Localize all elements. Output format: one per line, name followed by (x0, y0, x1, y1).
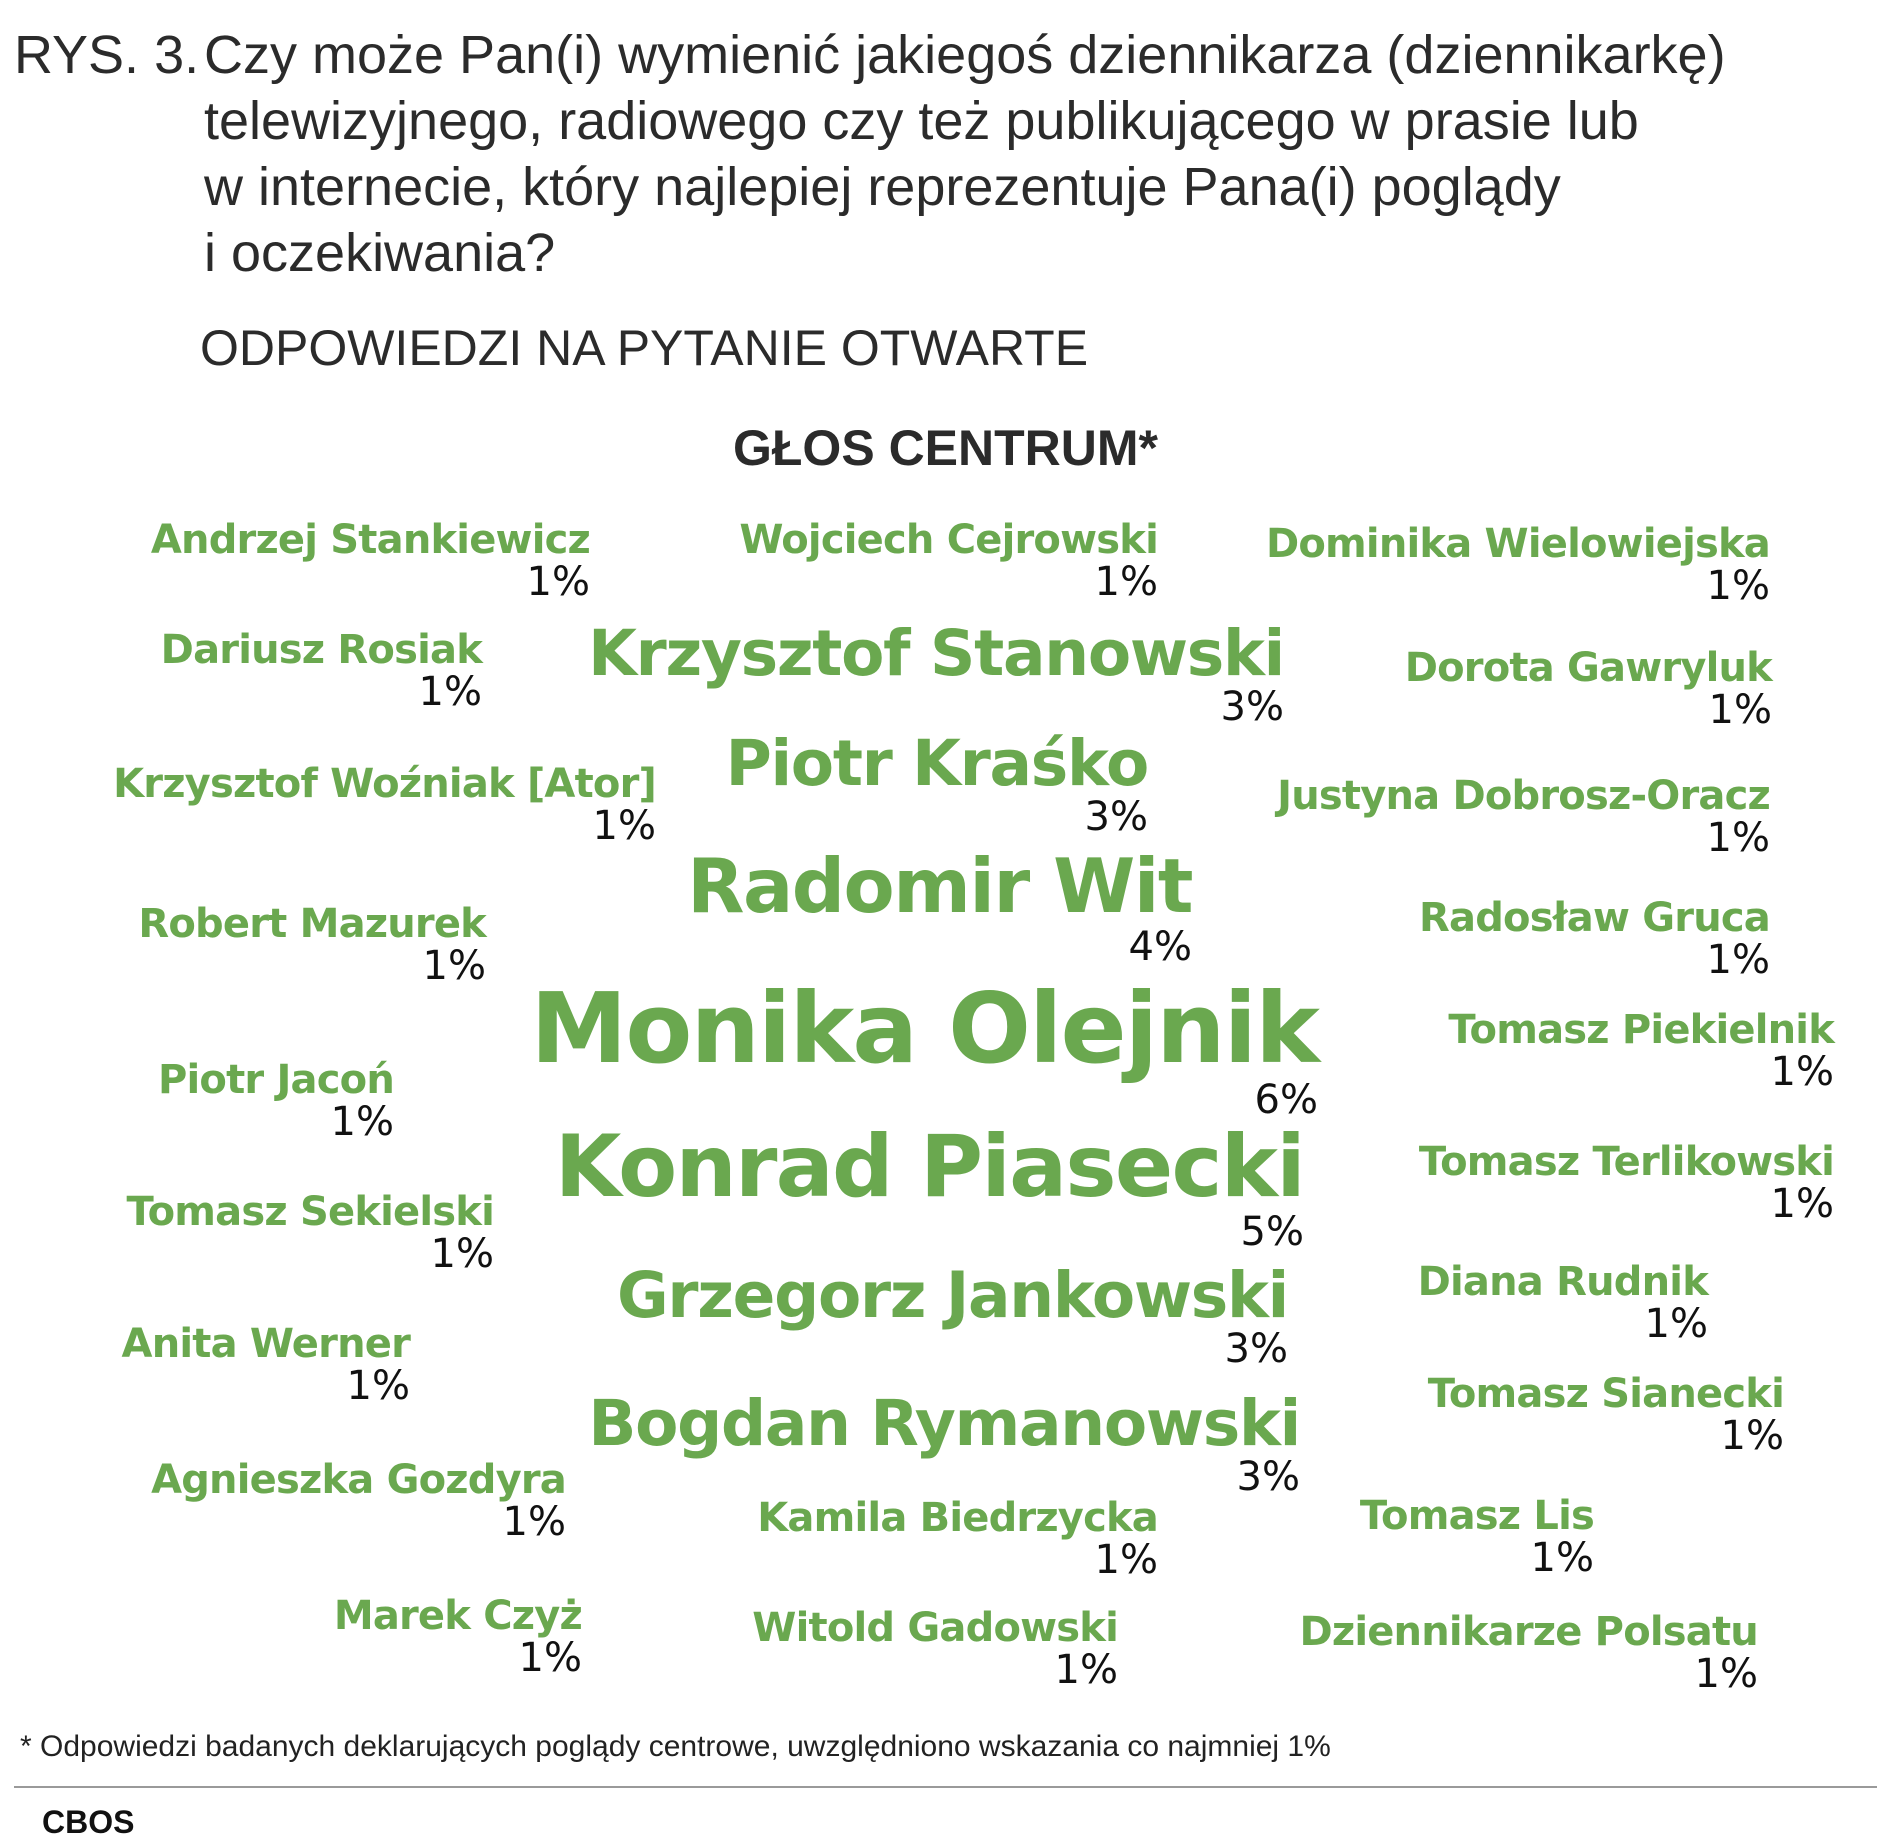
mention-percent: 1% (1644, 1301, 1708, 1347)
mention-percent: 4% (1128, 923, 1192, 970)
mention-percent: 1% (1708, 687, 1772, 733)
journalist-name: Anita Werner (121, 1321, 410, 1367)
footer-divider (14, 1786, 1877, 1788)
journalist-name: Dziennikarze Polsatu (1299, 1609, 1758, 1655)
journalist-name: Tomasz Terlikowski (1418, 1139, 1834, 1185)
figure-subtitle: ODPOWIEDZI NA PYTANIE OTWARTE (200, 320, 1089, 376)
journalist-name: Andrzej Stankiewicz (150, 517, 590, 563)
word-cloud-item (739, 517, 1158, 605)
mention-percent: 1% (1094, 1537, 1158, 1583)
mention-percent: 1% (1054, 1647, 1118, 1693)
journalist-name: Robert Mazurek (138, 901, 486, 947)
journalist-name: Dominika Wielowiejska (1265, 521, 1770, 567)
journalist-name: Tomasz Sekielski (126, 1189, 494, 1235)
mention-percent: 3% (1224, 1326, 1288, 1372)
mention-percent: 1% (1694, 1651, 1758, 1697)
word-cloud-item (1417, 1259, 1708, 1347)
journalist-name: Witold Gadowski (752, 1605, 1118, 1651)
mention-percent: 1% (1770, 1181, 1834, 1227)
figure-title-line: Czy może Pan(i) wymienić jakiegoś dziennikarza (dziennikarkę) (204, 25, 1726, 85)
journalist-name: Tomasz Lis (1359, 1493, 1594, 1539)
journalist-name: Dorota Gawryluk (1404, 645, 1772, 691)
figure-title-line: telewizyjnego, radiowego czy też publikującego w prasie lub (204, 91, 1639, 151)
mention-percent: 1% (1094, 559, 1158, 605)
mention-percent: 1% (430, 1231, 494, 1277)
word-cloud-item (616, 1259, 1288, 1372)
footnote: * Odpowiedzi badanych deklarujących poglądy centrowe, uwzględniono wskazania co najmniej 1% (20, 1730, 1331, 1763)
journalist-name: Justyna Dobrosz-Oracz (1277, 773, 1770, 819)
mention-percent: 1% (1720, 1413, 1784, 1459)
mention-percent: 1% (502, 1499, 566, 1545)
figure-title-line: w internecie, który najlepiej reprezentuje Pana(i) poglądy (204, 157, 1561, 217)
journalist-name: Piotr Jacoń (157, 1057, 394, 1103)
mention-percent: 1% (330, 1099, 394, 1145)
word-cloud-item (554, 1117, 1304, 1255)
journalist-name: Piotr Kraśko (725, 727, 1148, 800)
word-cloud-item (725, 727, 1148, 840)
mention-percent: 3% (1220, 684, 1284, 730)
journalist-name: Dariusz Rosiak (160, 627, 482, 673)
word-cloud-item (333, 1593, 582, 1681)
journalist-name: Marek Czyż (333, 1593, 582, 1639)
word-cloud-item (1277, 773, 1770, 861)
mention-percent: 6% (1254, 1076, 1318, 1123)
word-cloud-item (1448, 1007, 1834, 1095)
word-cloud-item (687, 843, 1192, 970)
mention-percent: 1% (518, 1635, 582, 1681)
word-cloud-item (1299, 1609, 1758, 1697)
word-cloud-item (1427, 1371, 1784, 1459)
mention-percent: 1% (346, 1363, 410, 1409)
word-cloud-item (113, 761, 656, 849)
mention-percent: 1% (422, 943, 486, 989)
mention-percent: 1% (526, 559, 590, 605)
word-cloud-item (588, 1387, 1300, 1500)
journalist-name: Grzegorz Jankowski (616, 1259, 1288, 1332)
mention-percent: 1% (1706, 937, 1770, 983)
word-cloud-item (157, 1057, 394, 1145)
word-cloud-item (530, 971, 1318, 1123)
figure-title-line: i oczekiwania? (204, 223, 556, 283)
word-cloud-item (1418, 1139, 1834, 1227)
source-label: CBOS (42, 1804, 135, 1840)
word-cloud-item (1419, 895, 1770, 983)
word-cloud-item (752, 1605, 1118, 1693)
word-cloud-title: GŁOS CENTRUM* (733, 420, 1158, 476)
word-cloud-item (757, 1495, 1158, 1583)
mention-percent: 1% (1706, 563, 1770, 609)
word-cloud-item (1404, 645, 1772, 733)
journalist-name: Kamila Biedrzycka (757, 1495, 1158, 1541)
journalist-name: Radomir Wit (687, 843, 1192, 930)
word-cloud-item (121, 1321, 410, 1409)
word-cloud-item (1265, 521, 1770, 609)
mention-percent: 1% (1706, 815, 1770, 861)
journalist-name: Monika Olejnik (530, 971, 1318, 1085)
journalist-name: Agnieszka Gozdyra (151, 1457, 566, 1503)
journalist-name: Krzysztof Woźniak [Ator] (113, 761, 656, 807)
journalist-name: Tomasz Sianecki (1427, 1371, 1784, 1417)
mention-percent: 3% (1236, 1454, 1300, 1500)
journalist-name: Wojciech Cejrowski (739, 517, 1158, 563)
word-cloud-item (151, 1457, 566, 1545)
mention-percent: 1% (1770, 1049, 1834, 1095)
figure-label: RYS. 3. (14, 25, 200, 85)
mention-percent: 1% (592, 803, 656, 849)
mention-percent: 1% (418, 669, 482, 715)
figure-title (204, 22, 1804, 286)
word-cloud-item (138, 901, 486, 989)
word-cloud-item (588, 617, 1284, 730)
word-cloud-item (160, 627, 482, 715)
journalist-name: Radosław Gruca (1419, 895, 1770, 941)
journalist-name: Diana Rudnik (1417, 1259, 1708, 1305)
mention-percent: 5% (1240, 1209, 1304, 1255)
mention-percent: 3% (1084, 794, 1148, 840)
word-cloud-item (1359, 1493, 1594, 1581)
journalist-name: Konrad Piasecki (554, 1117, 1304, 1217)
journalist-name: Krzysztof Stanowski (588, 617, 1284, 690)
journalist-name: Bogdan Rymanowski (588, 1387, 1300, 1460)
mention-percent: 1% (1530, 1535, 1594, 1581)
word-cloud-item (126, 1189, 494, 1277)
word-cloud-item (150, 517, 590, 605)
journalist-name: Tomasz Piekielnik (1448, 1007, 1834, 1053)
